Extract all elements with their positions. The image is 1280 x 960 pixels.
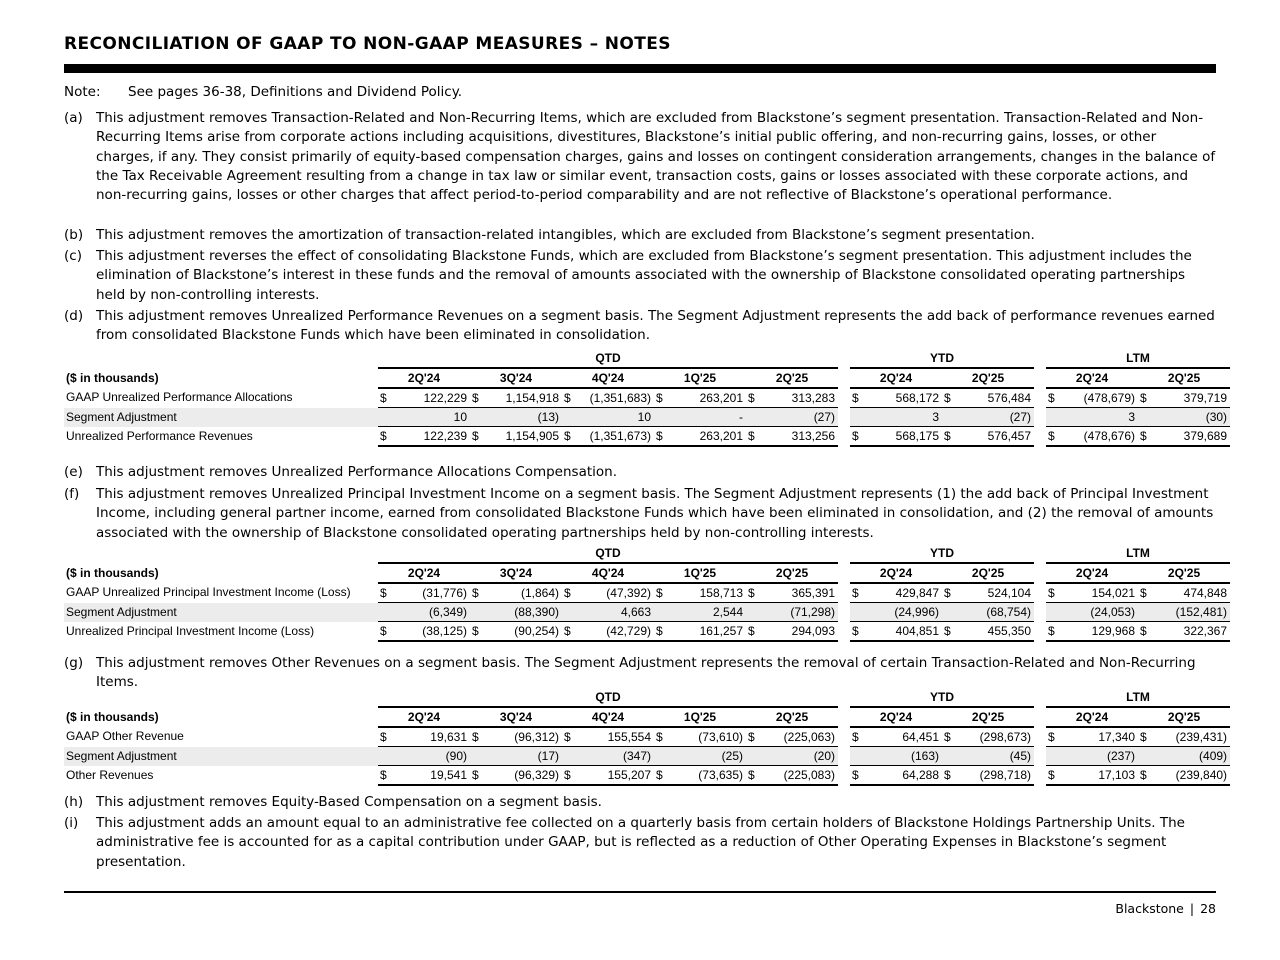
dollar-sign: $ bbox=[654, 583, 668, 603]
row-label: GAAP Unrealized Principal Investment Income (Loss) bbox=[66, 585, 351, 600]
period-header: 2Q'25 bbox=[746, 368, 838, 388]
cell-value: (38,125) bbox=[392, 622, 470, 642]
footnote-letter: (g) bbox=[64, 655, 84, 671]
cell-value: 3 bbox=[864, 408, 942, 427]
dollar-sign: $ bbox=[562, 583, 576, 603]
dollar-sign: $ bbox=[470, 766, 484, 786]
table-row bbox=[64, 388, 1230, 408]
cell-value: (478,679) bbox=[1060, 388, 1138, 408]
cell-value: (6,349) bbox=[392, 603, 470, 622]
cell-value: (1,351,673) bbox=[576, 427, 654, 447]
dollar-sign: $ bbox=[470, 388, 484, 408]
row-label: Segment Adjustment bbox=[64, 747, 378, 766]
dollar-sign: $ bbox=[654, 727, 668, 747]
cell-value: (24,053) bbox=[1060, 603, 1138, 622]
footnote-letter: (e) bbox=[64, 464, 83, 480]
cell-value: 365,391 bbox=[760, 583, 838, 603]
dollar-sign: $ bbox=[378, 766, 392, 786]
period-header: 1Q'25 bbox=[654, 707, 746, 727]
table-row bbox=[64, 427, 1230, 447]
dollar-sign: $ bbox=[850, 766, 864, 786]
footnote-a bbox=[64, 109, 1216, 205]
cell-value: 64,451 bbox=[864, 727, 942, 747]
dollar-sign: $ bbox=[1138, 727, 1152, 747]
dollar-sign: $ bbox=[654, 622, 668, 642]
footnote-letter: (a) bbox=[64, 110, 83, 126]
footnote-d bbox=[64, 307, 1216, 346]
page-number: 28 bbox=[1200, 901, 1216, 916]
footnote-text: This adjustment removes Equity-Based Compensation on a segment basis. bbox=[96, 794, 602, 810]
dollar-sign: $ bbox=[1138, 388, 1152, 408]
row-label: Segment Adjustment bbox=[64, 603, 378, 622]
table-row bbox=[64, 622, 1230, 642]
dollar-sign: $ bbox=[850, 388, 864, 408]
footnote-text: This adjustment removes Other Revenues on a segment basis. The Segment Adjustment represents the removal of certain Transaction-Related and Non-Recurring Items. bbox=[96, 655, 1196, 691]
cell-value: 158,713 bbox=[668, 583, 746, 603]
table-row bbox=[64, 747, 1230, 766]
cell-value: 17,103 bbox=[1060, 766, 1138, 786]
cell-value: (68,754) bbox=[956, 603, 1034, 622]
cell-value: (298,718) bbox=[956, 766, 1034, 786]
dollar-sign: $ bbox=[378, 388, 392, 408]
cell-value: (90,254) bbox=[484, 622, 562, 642]
cell-value: 154,021 bbox=[1060, 583, 1138, 603]
dollar-sign: $ bbox=[378, 583, 392, 603]
note-text: See pages 36-38, Definitions and Dividend Policy. bbox=[128, 84, 463, 100]
row-label: GAAP Other Revenue bbox=[66, 729, 184, 744]
cell-value: (96,329) bbox=[484, 766, 562, 786]
footnote-letter: (d) bbox=[64, 308, 84, 324]
dollar-sign: $ bbox=[1046, 727, 1060, 747]
period-header: 2Q'24 bbox=[378, 368, 470, 388]
cell-value: (20) bbox=[760, 747, 838, 766]
dollar-sign: $ bbox=[942, 427, 956, 447]
dollar-sign: $ bbox=[1138, 427, 1152, 447]
cell-value: (27) bbox=[956, 408, 1034, 427]
cell-value: 568,172 bbox=[864, 388, 942, 408]
period-header: 2Q'25 bbox=[942, 368, 1034, 388]
period-header: 2Q'24 bbox=[378, 707, 470, 727]
cell-value: 294,093 bbox=[760, 622, 838, 642]
footer-brand: Blackstone bbox=[1115, 901, 1184, 916]
footnote-text: This adjustment removes the amortization of transaction-related intangibles, which are excluded from Blackstone’s segment presentation. bbox=[96, 227, 1035, 243]
cell-value: 64,288 bbox=[864, 766, 942, 786]
cell-value: 155,554 bbox=[576, 727, 654, 747]
cell-value: 155,207 bbox=[576, 766, 654, 786]
dollar-sign: $ bbox=[562, 727, 576, 747]
cell-value: 263,201 bbox=[668, 427, 746, 447]
group-header-ytd: YTD bbox=[850, 688, 1034, 707]
dollar-sign: $ bbox=[1138, 583, 1152, 603]
cell-value: (27) bbox=[760, 408, 838, 427]
footnote-letter: (i) bbox=[64, 815, 79, 831]
period-header: 2Q'25 bbox=[1138, 563, 1230, 583]
cell-value: 122,239 bbox=[392, 427, 470, 447]
units-label: ($ in thousands) bbox=[66, 709, 159, 724]
period-header: 2Q'25 bbox=[942, 707, 1034, 727]
dollar-sign: $ bbox=[470, 583, 484, 603]
table-row bbox=[64, 583, 1230, 603]
period-header: 2Q'24 bbox=[850, 368, 942, 388]
cell-value: (42,729) bbox=[576, 622, 654, 642]
row-label: Unrealized Performance Revenues bbox=[66, 428, 253, 443]
period-header: 3Q'24 bbox=[470, 707, 562, 727]
cell-value: (88,390) bbox=[484, 603, 562, 622]
period-header: 1Q'25 bbox=[654, 563, 746, 583]
table-unrealized-principal-investment bbox=[64, 544, 1230, 642]
cell-value: (478,676) bbox=[1060, 427, 1138, 447]
footnote-h bbox=[64, 793, 1216, 812]
dollar-sign: $ bbox=[850, 727, 864, 747]
cell-value: 576,484 bbox=[956, 388, 1034, 408]
footnote-letter: (c) bbox=[64, 248, 82, 264]
dollar-sign: $ bbox=[470, 427, 484, 447]
group-header-qtd: QTD bbox=[378, 349, 838, 368]
table-row bbox=[64, 408, 1230, 427]
cell-value: 568,175 bbox=[864, 427, 942, 447]
footnote-text: This adjustment removes Unrealized Performance Revenues on a segment basis. The Segment Adjustment represents the add back of performance revenues earned from consolidated Blackstone Funds which have been eliminated in consolidation. bbox=[96, 308, 1215, 344]
group-header-qtd: QTD bbox=[378, 544, 838, 563]
cell-value: 576,457 bbox=[956, 427, 1034, 447]
dollar-sign: $ bbox=[562, 427, 576, 447]
cell-value: (47,392) bbox=[576, 583, 654, 603]
dollar-sign: $ bbox=[746, 583, 760, 603]
cell-value: 263,201 bbox=[668, 388, 746, 408]
cell-value: 524,104 bbox=[956, 583, 1034, 603]
cell-value: 322,367 bbox=[1152, 622, 1230, 642]
cell-value: 4,663 bbox=[576, 603, 654, 622]
footnote-text: This adjustment removes Transaction-Related and Non-Recurring Items, which are excluded from Blackstone’s segment presentation. Transaction-Related and Non-Recurring Items arise from corporate actions including acquisitions, divestitures, Blackstone’s initial public offering, and non-recurring gains, losses, or other charges, if any. They consist primarily of equity-based compensation charges, gains and losses on contingent consideration arrangements, changes in the balance of the Tax Receivable Agreement resulting from a change in tax law or similar event, transaction costs, gains or losses associated with these corporate actions, and non-recurring gains, losses or other charges that affect period-to-period comparability and are not reflective of Blackstone’s operational performance. bbox=[96, 110, 1216, 204]
footnote-c bbox=[64, 247, 1216, 305]
dollar-sign: $ bbox=[1138, 622, 1152, 642]
footnote-letter: (f) bbox=[64, 486, 80, 502]
row-label: Unrealized Principal Investment Income (Loss) bbox=[66, 623, 315, 638]
footnote-g bbox=[64, 654, 1216, 693]
cell-value: 2,544 bbox=[668, 603, 746, 622]
footnote-f bbox=[64, 485, 1216, 543]
dollar-sign: $ bbox=[470, 622, 484, 642]
dollar-sign: $ bbox=[746, 766, 760, 786]
cell-value: 313,283 bbox=[760, 388, 838, 408]
cell-value: 1,154,905 bbox=[484, 427, 562, 447]
footnote-text: This adjustment adds an amount equal to an administrative fee collected on a quarterly basis from certain holders of Blackstone Holdings Partnership Units. The administrative fee is accounted for as a capital contribution under GAAP, but is reflected as a reduction of Other Operating Expenses in Blackstone’s segment presentation. bbox=[96, 815, 1185, 870]
note-label: Note: bbox=[64, 84, 101, 100]
footnote-text: This adjustment removes Unrealized Principal Investment Income on a segment basis. The Segment Adjustment represents (1) the add back of Principal Investment Income, including general partner income, earned from consolidated Blackstone Funds which have been eliminated in consolidation, and (2) the removal of amounts associated with the ownership of Blackstone consolidated operating partnerships held by non-controlling interests. bbox=[96, 486, 1214, 541]
group-header-ltm: LTM bbox=[1046, 349, 1230, 368]
dollar-sign: $ bbox=[562, 622, 576, 642]
group-header-ltm: LTM bbox=[1046, 544, 1230, 563]
cell-value: (13) bbox=[484, 408, 562, 427]
cell-value: (239,840) bbox=[1152, 766, 1230, 786]
period-header: 3Q'24 bbox=[470, 563, 562, 583]
dollar-sign: $ bbox=[654, 388, 668, 408]
row-label: Segment Adjustment bbox=[64, 408, 378, 427]
dollar-sign: $ bbox=[562, 766, 576, 786]
cell-value: (90) bbox=[392, 747, 470, 766]
period-header: 2Q'24 bbox=[1046, 368, 1138, 388]
group-header-ytd: YTD bbox=[850, 349, 1034, 368]
cell-value: 313,256 bbox=[760, 427, 838, 447]
cell-value: (25) bbox=[668, 747, 746, 766]
cell-value: (30) bbox=[1152, 408, 1230, 427]
dollar-sign: $ bbox=[562, 388, 576, 408]
footer-rule bbox=[64, 891, 1216, 893]
dollar-sign: $ bbox=[850, 622, 864, 642]
dollar-sign: $ bbox=[746, 427, 760, 447]
cell-value: 474,848 bbox=[1152, 583, 1230, 603]
cell-value: (409) bbox=[1152, 747, 1230, 766]
footnote-letter: (b) bbox=[64, 227, 84, 243]
period-header: 2Q'25 bbox=[1138, 707, 1230, 727]
dollar-sign: $ bbox=[746, 388, 760, 408]
dollar-sign: $ bbox=[654, 766, 668, 786]
group-header-ytd: YTD bbox=[850, 544, 1034, 563]
cell-value: (1,864) bbox=[484, 583, 562, 603]
table-unrealized-performance bbox=[64, 349, 1230, 447]
group-header-qtd: QTD bbox=[378, 688, 838, 707]
cell-value: (225,063) bbox=[760, 727, 838, 747]
cell-value: 10 bbox=[392, 408, 470, 427]
dollar-sign: $ bbox=[746, 622, 760, 642]
cell-value: 129,968 bbox=[1060, 622, 1138, 642]
cell-value: (225,083) bbox=[760, 766, 838, 786]
dollar-sign: $ bbox=[1046, 766, 1060, 786]
cell-value: (347) bbox=[576, 747, 654, 766]
dollar-sign: $ bbox=[942, 727, 956, 747]
dollar-sign: $ bbox=[942, 622, 956, 642]
dollar-sign: $ bbox=[942, 388, 956, 408]
cell-value: 19,541 bbox=[392, 766, 470, 786]
cell-value: (152,481) bbox=[1152, 603, 1230, 622]
cell-value: (1,351,683) bbox=[576, 388, 654, 408]
units-label: ($ in thousands) bbox=[66, 565, 159, 580]
dollar-sign: $ bbox=[850, 583, 864, 603]
table-row bbox=[64, 603, 1230, 622]
cell-value: (73,610) bbox=[668, 727, 746, 747]
period-header: 2Q'24 bbox=[1046, 563, 1138, 583]
footer bbox=[1115, 901, 1216, 916]
cell-value: (96,312) bbox=[484, 727, 562, 747]
cell-value: (71,298) bbox=[760, 603, 838, 622]
title-rule bbox=[64, 64, 1216, 73]
cell-value: 429,847 bbox=[864, 583, 942, 603]
cell-value: 455,350 bbox=[956, 622, 1034, 642]
group-header-ltm: LTM bbox=[1046, 688, 1230, 707]
footnote-b bbox=[64, 226, 1216, 245]
dollar-sign: $ bbox=[378, 727, 392, 747]
footnote-e bbox=[64, 463, 1216, 482]
period-header: 4Q'24 bbox=[562, 707, 654, 727]
dollar-sign: $ bbox=[378, 622, 392, 642]
page-title: RECONCILIATION OF GAAP TO NON-GAAP MEASURES – NOTES bbox=[64, 34, 671, 54]
dollar-sign: $ bbox=[942, 766, 956, 786]
cell-value: 379,719 bbox=[1152, 388, 1230, 408]
note-line bbox=[64, 83, 462, 102]
period-header: 1Q'25 bbox=[654, 368, 746, 388]
footer-separator: | bbox=[1189, 901, 1195, 916]
cell-value: - bbox=[668, 408, 746, 427]
footnote-i bbox=[64, 814, 1216, 872]
cell-value: 404,851 bbox=[864, 622, 942, 642]
cell-value: 122,229 bbox=[392, 388, 470, 408]
dollar-sign: $ bbox=[654, 427, 668, 447]
dollar-sign: $ bbox=[850, 427, 864, 447]
period-header: 4Q'24 bbox=[562, 563, 654, 583]
dollar-sign: $ bbox=[378, 427, 392, 447]
cell-value: (298,673) bbox=[956, 727, 1034, 747]
period-header: 2Q'24 bbox=[850, 707, 942, 727]
dollar-sign: $ bbox=[1046, 622, 1060, 642]
period-header: 4Q'24 bbox=[562, 368, 654, 388]
row-label: Other Revenues bbox=[66, 767, 154, 782]
row-label: GAAP Unrealized Performance Allocations bbox=[66, 390, 293, 405]
cell-value: 3 bbox=[1060, 408, 1138, 427]
period-header: 3Q'24 bbox=[470, 368, 562, 388]
dollar-sign: $ bbox=[1046, 388, 1060, 408]
table-row bbox=[64, 766, 1230, 786]
footnote-text: This adjustment reverses the effect of consolidating Blackstone Funds, which are excluded from Blackstone’s segment presentation. This adjustment includes the elimination of Blackstone’s interest in these funds and the removal of amounts associated with the ownership of Blackstone consolidated operating partnerships held by non-controlling interests. bbox=[96, 248, 1192, 303]
period-header: 2Q'25 bbox=[746, 707, 838, 727]
period-header: 2Q'25 bbox=[1138, 368, 1230, 388]
period-header: 2Q'24 bbox=[850, 563, 942, 583]
cell-value: (31,776) bbox=[392, 583, 470, 603]
cell-value: 161,257 bbox=[668, 622, 746, 642]
cell-value: (239,431) bbox=[1152, 727, 1230, 747]
cell-value: 17,340 bbox=[1060, 727, 1138, 747]
cell-value: 379,689 bbox=[1152, 427, 1230, 447]
period-header: 2Q'25 bbox=[746, 563, 838, 583]
table-other-revenues bbox=[64, 688, 1230, 786]
cell-value: (17) bbox=[484, 747, 562, 766]
footnote-text: This adjustment removes Unrealized Performance Allocations Compensation. bbox=[96, 464, 618, 480]
cell-value: 10 bbox=[576, 408, 654, 427]
period-header: 2Q'25 bbox=[942, 563, 1034, 583]
cell-value: (24,996) bbox=[864, 603, 942, 622]
period-header: 2Q'24 bbox=[378, 563, 470, 583]
dollar-sign: $ bbox=[942, 583, 956, 603]
cell-value: (163) bbox=[864, 747, 942, 766]
dollar-sign: $ bbox=[1138, 766, 1152, 786]
dollar-sign: $ bbox=[1046, 583, 1060, 603]
units-label: ($ in thousands) bbox=[66, 370, 159, 385]
table-row bbox=[64, 727, 1230, 747]
cell-value: (45) bbox=[956, 747, 1034, 766]
cell-value: 1,154,918 bbox=[484, 388, 562, 408]
cell-value: 19,631 bbox=[392, 727, 470, 747]
cell-value: (237) bbox=[1060, 747, 1138, 766]
dollar-sign: $ bbox=[470, 727, 484, 747]
period-header: 2Q'24 bbox=[1046, 707, 1138, 727]
dollar-sign: $ bbox=[746, 727, 760, 747]
dollar-sign: $ bbox=[1046, 427, 1060, 447]
footnote-letter: (h) bbox=[64, 794, 84, 810]
cell-value: (73,635) bbox=[668, 766, 746, 786]
